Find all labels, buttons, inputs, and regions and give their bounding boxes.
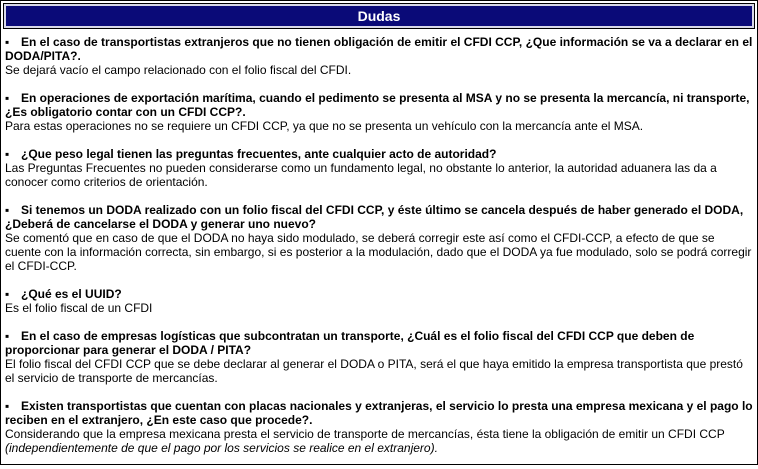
question-text: Existen transportistas que cuentan con placas nacionales y extranjeras, el servicio lo presta una empresa mexicana y el pago lo reciben en el extranjero, ¿En este caso que procede?. [5,399,753,427]
faq-item [5,203,753,273]
question-text: En el caso de transportistas extranjeros que no tienen obligación de emitir el CFDI CCP, ¿Que información se va a declarar en el DODA/PITA?. [5,35,753,63]
bullet-icon: ▪ [5,147,10,161]
faq-item [5,399,753,455]
bullet-icon: ▪ [5,203,10,217]
faq-list [5,35,753,469]
panel-title: Dudas [3,3,755,29]
question-text: ¿Qué es el UUID? [21,287,122,301]
question-text: Si tenemos un DODA realizado con un folio fiscal del CFDI CCP, y éste último se cancela después de haber generado el DODA, ¿Deberá de cancelarse el DODA y generar uno nuevo? [5,203,744,231]
faq-question [5,399,753,427]
faq-item [5,91,753,133]
faq-question [5,35,753,63]
answer-note: (independientemente de que el pago por los servicios se realice en el extranjero). [5,441,438,455]
faq-answer: Se dejará vacío el campo relacionado con el folio fiscal del CFDI. [5,63,352,77]
bullet-icon: ▪ [5,329,10,343]
faq-answer: Se comentó que en caso de que el DODA no haya sido modulado, se deberá corregir este así como el CFDI-CCP, a efecto de que se cuente con la información correcta, sin embargo, si es posterior a la modulación, dado que el DODA ya fue modulado, solo se podrá corregir el CFDI-CCP. [5,231,752,273]
faq-question [5,287,753,301]
question-text: ¿Que peso legal tienen las preguntas frecuentes, ante cualquier acto de autoridad? [21,147,497,161]
faq-item [5,329,753,385]
question-text: En el caso de empresas logísticas que subcontratan un transporte, ¿Cuál es el folio fiscal del CFDI CCP que deben de proporcionar para generar el DODA / PITA? [5,329,695,357]
faq-answer [5,427,753,455]
bullet-icon: ▪ [5,287,10,301]
faq-item [5,35,753,77]
faq-answer: Las Preguntas Frecuentes no pueden considerarse como un fundamento legal, no obstante lo anterior, la autoridad aduanera las da a conocer como criterios de orientación. [5,161,717,189]
faq-question [5,203,753,231]
bullet-icon: ▪ [5,91,10,105]
faq-question [5,147,753,161]
faq-answer: Es el folio fiscal de un CFDI [5,301,153,315]
faq-question [5,91,753,119]
answer-text: Considerando que la empresa mexicana presta el servicio de transporte de mercancías, ésta tiene la obligación de emitir un CFDI CCP [5,427,725,441]
faq-item [5,287,753,315]
faq-answer: El folio fiscal del CFDI CCP que se debe declarar al generar el DODA o PITA, será el que haya emitido la empresa transportista que prestó el servicio de transporte de mercancías. [5,357,743,385]
bullet-icon: ▪ [5,35,10,49]
question-text: En operaciones de exportación marítima, cuando el pedimento se presenta al MSA y no se presenta la mercancía, ni transporte, ¿Es obligatorio contar con un CFDI CCP?. [5,91,750,119]
faq-item [5,147,753,189]
bullet-icon: ▪ [5,399,10,413]
faq-question [5,329,753,357]
faq-answer: Para estas operaciones no se requiere un CFDI CCP, ya que no se presenta un vehículo con la mercancía ante el MSA. [5,119,644,133]
